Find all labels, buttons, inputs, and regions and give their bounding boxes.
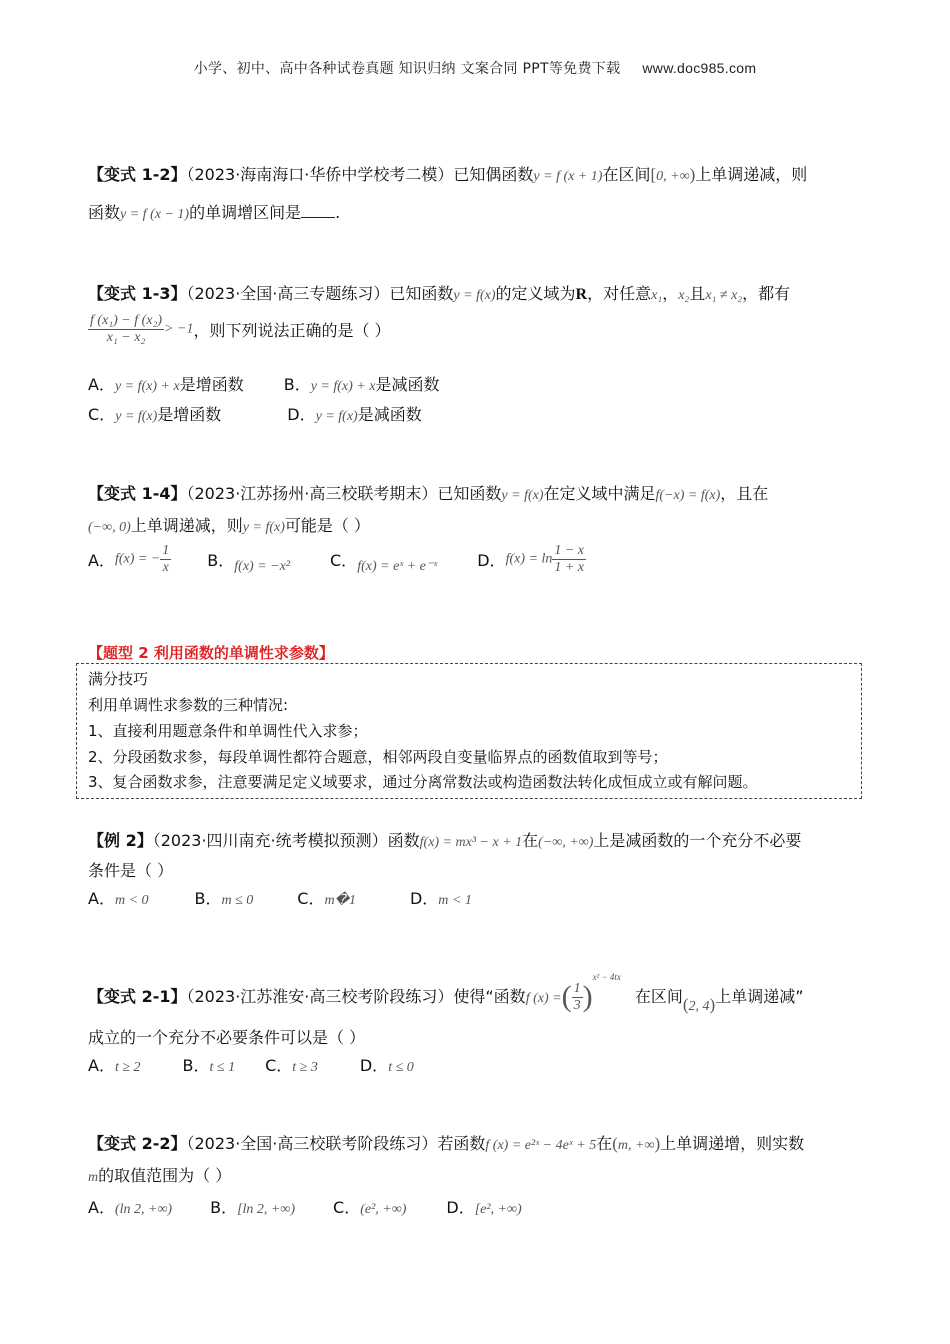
ex2-interval: (−∞, +∞) (538, 835, 594, 850)
q13-option-b-text: 是减函数 (375, 375, 440, 394)
q14-source: （2023·江苏扬州·高三校联考期末） (186, 484, 438, 503)
frac-den: 1 + x (554, 560, 584, 575)
q21-line2 (88, 1025, 365, 1048)
q22-text: 若函数 (437, 1134, 486, 1153)
q14-option-b-math: f(x) = −x² (234, 559, 290, 574)
q22-source: （2023·全国·高三校联考阶段练习） (186, 1134, 438, 1153)
option-a-label[interactable]: A． (88, 551, 115, 570)
q21-text: 使得“函数 (453, 987, 526, 1006)
q13-fraction (88, 313, 164, 346)
q14-option-d-math: f(x) = ln (505, 551, 553, 567)
option-c-label[interactable]: C． (297, 889, 325, 908)
q13-text: ，对任意 (587, 284, 652, 303)
option-d-label[interactable]: D． (446, 1198, 475, 1217)
q12-text: 已知偶函数 (453, 165, 534, 184)
option-b-label[interactable]: B． (194, 889, 222, 908)
q14-tag: 【变式 1-4】 (88, 484, 187, 503)
tips-line: 1、直接利用题意条件和单调性代入求参； (88, 722, 368, 740)
option-d-label[interactable]: D． (477, 551, 506, 570)
frac-num: 1 (162, 543, 170, 558)
q12-text: 函数 (88, 203, 121, 222)
q13-option-c-text: 是增函数 (157, 405, 222, 424)
q13-line2 (88, 313, 391, 346)
ex2-option-a: m < 0 (114, 893, 149, 908)
q12-text: . (335, 203, 341, 222)
q14-option-d-frac (552, 543, 586, 576)
option-c-label[interactable]: C． (330, 551, 358, 570)
q14-text: ，且在 (720, 484, 769, 503)
header-url[interactable]: www.doc985.com (642, 60, 757, 76)
q13-func: y = f(x) (453, 288, 496, 303)
q14-option-a-frac (160, 543, 171, 576)
q13-option-a-text: 是增函数 (179, 375, 244, 394)
q12-text: 上单调递减，则 (695, 165, 808, 184)
header-text: 小学、初中、高中各种试卷真题 知识归纳 文案合同 PPT等免费下载 (193, 61, 621, 77)
tips-line: 3、复合函数求参，注意要满足定义域要求，通过分离常数法或构造函数法转化成恒成立或有解问题。 (88, 773, 758, 791)
ex2-text: 条件是（ ） (88, 861, 174, 880)
q13-text: 已知函数 (389, 284, 454, 303)
q13-option-d-math: y = f(x) (315, 409, 358, 424)
ex2-source: （2023·四川南充·统考模拟预测） (152, 831, 388, 850)
q21-option-c: t ≥ 3 (292, 1060, 318, 1075)
q14-line1 (88, 481, 768, 504)
q21-frac (572, 981, 583, 1014)
frac-num: 1 − x (554, 543, 584, 558)
q12-tag: 【变式 1-2】 (88, 165, 187, 184)
q12-line2 (88, 200, 340, 223)
q12-func: y = f (x + 1) (533, 169, 603, 184)
q13-frac-den: x₁ − x₂ (106, 330, 146, 345)
ex2-line1 (88, 828, 801, 851)
ex2-tag: 【例 2】 (88, 831, 153, 850)
page-header (0, 58, 950, 78)
ex2-func: f(x) = mx³ − x + 1 (419, 835, 523, 850)
q13-options-row1 (88, 372, 439, 395)
q14-func: y = f(x) (501, 488, 544, 503)
q21-option-a: t ≥ 2 (114, 1060, 141, 1075)
q22-text: 在 (596, 1134, 613, 1153)
q13-option-a-math: y = f(x) + x (114, 379, 180, 394)
q13-R: R (575, 286, 588, 303)
option-a-label[interactable]: A． (88, 1198, 115, 1217)
q21-text: 成立的一个充分不必要条件可以是（ ） (88, 1028, 366, 1047)
q22-func: f (x) = e²ˣ − 4eˣ + 5 (485, 1138, 597, 1153)
q21-option-d: t ≤ 0 (388, 1060, 414, 1075)
option-a-label[interactable]: A． (88, 1056, 115, 1075)
q13-frac-num: f (x₁) − f (x₂) (90, 313, 163, 328)
q13-text: ，则下列说法正确的是（ ） (193, 321, 391, 340)
q13-option-c-math: y = f(x) (115, 409, 158, 424)
q13-rhs: > −1 (164, 321, 194, 337)
answer-blank[interactable] (301, 203, 335, 218)
option-c-label[interactable]: C． (333, 1198, 361, 1217)
option-c-label[interactable]: C． (88, 405, 116, 424)
q14-func2: y = f(x) (242, 520, 285, 535)
ex2-line2 (88, 858, 173, 881)
q22-tag: 【变式 2-2】 (88, 1134, 187, 1153)
option-a-label[interactable]: A． (88, 375, 115, 394)
option-c-label[interactable]: C． (265, 1056, 293, 1075)
q14-text: 在定义域中满足 (543, 484, 656, 503)
q22-text: 的取值范围为（ ） (98, 1166, 232, 1185)
q12-source: （2023·海南海口·华侨中学校考二模） (186, 165, 454, 184)
q22-line2 (88, 1163, 231, 1186)
q13-options-row2 (88, 402, 422, 425)
q21-options (88, 1053, 414, 1076)
option-b-label[interactable]: B． (207, 551, 235, 570)
q21-option-b: t ≤ 1 (209, 1060, 236, 1075)
option-d-label[interactable]: D． (359, 1056, 389, 1075)
q22-option-c: (e², +∞) (360, 1202, 407, 1217)
q14-text: 上单调递减，则 (130, 516, 243, 535)
tips-title: 满分技巧 (88, 670, 149, 688)
q22-m: m (88, 1170, 99, 1185)
q13-text: ，都有 (742, 284, 791, 303)
q22-options (88, 1195, 522, 1218)
q14-text: 已知函数 (437, 484, 502, 503)
q14-text: 可能是（ ） (284, 516, 370, 535)
ex2-option-b: m ≤ 0 (221, 893, 254, 908)
q22-option-b: [ln 2, +∞) (237, 1202, 296, 1217)
q21-source: （2023·江苏淮安·高三校考阶段练习） (186, 987, 454, 1006)
option-b-label[interactable]: B． (210, 1198, 238, 1217)
q14-interval: (−∞, 0) (88, 520, 131, 535)
q12-line1: 【变式 1-2】（2023·海南海口·华侨中学校考二模）已知偶函数y = f (x + 1)在区间[0, +∞)上单调递减，则 (88, 165, 808, 184)
ex2-option-c: m�1 (324, 893, 356, 908)
q14-eq: f(−x) = f(x) (655, 488, 721, 503)
q14-line2 (88, 513, 370, 536)
q22-text: 上单调递增，则实数 (660, 1134, 805, 1153)
q22-option-d: [e², +∞) (474, 1202, 522, 1217)
ex2-options (88, 886, 472, 909)
q13-neq: x₁ ≠ x₂ (705, 288, 743, 303)
tips-line: 2、分段函数求参，每段单调性都符合题意，相邻两段自变量临界点的函数值取到等号； (88, 748, 668, 766)
tips-line: 利用单调性求参数的三种情况: (88, 696, 289, 714)
option-a-label[interactable]: A． (88, 889, 115, 908)
q14-option-a-math: f(x) = − (114, 551, 161, 567)
frac-den: 3 (573, 998, 581, 1013)
q21-exponent: x² − 4tx (592, 972, 621, 982)
option-b-label[interactable]: B． (182, 1056, 210, 1075)
q21-line1: 【变式 2-1】（2023·江苏淮安·高三校考阶段练习）使得“函数f (x) =( $\frac{1}{3}$ )$^{x^2 - 4tx}$在区间(2, 4)上单调递减” (88, 972, 804, 1014)
q12-text: 的单调增区间是 (189, 203, 302, 222)
ex2-text: 在 (522, 831, 539, 850)
option-d-label[interactable]: D． (287, 405, 316, 424)
q22-line1: 【变式 2-2】（2023·全国·高三校联考阶段练习）若函数f (x) = e²ˣ − 4eˣ + 5在(m, +∞)上单调递增，则实数 (88, 1134, 805, 1153)
frac-den: x (162, 560, 169, 575)
q21-text: 在区间 (634, 987, 683, 1006)
q21-interval: 2, 4 (688, 999, 710, 1014)
q21-text: 上单调递减” (715, 987, 804, 1006)
tips-box (76, 663, 862, 799)
q12-interval: 0, +∞ (656, 169, 690, 184)
ex2-text: 函数 (387, 831, 420, 850)
q22-option-a: (ln 2, +∞) (114, 1202, 173, 1217)
q13-option-b-math: y = f(x) + x (310, 379, 376, 394)
q13-tag: 【变式 1-3】 (88, 284, 187, 303)
q14-options (88, 543, 586, 576)
q22-interval: m, +∞ (617, 1138, 655, 1153)
ex2-text: 上是减函数的一个充分不必要 (593, 831, 802, 850)
q13-text: 的定义域为 (495, 284, 576, 303)
q13-x2: x₂ (678, 288, 690, 303)
q13-text: 且 (689, 284, 706, 303)
q13-source: （2023·全国·高三专题练习） (186, 284, 390, 303)
q13-x1: x₁ (651, 288, 663, 303)
option-d-label[interactable]: D． (409, 889, 439, 908)
frac-num: 1 (573, 981, 581, 996)
ex2-option-d: m < 1 (438, 893, 472, 908)
q21-tag: 【变式 2-1】 (88, 987, 187, 1006)
option-b-label[interactable]: B． (283, 375, 311, 394)
q12-func2: y = f (x − 1) (120, 207, 190, 222)
q13-text: ， (662, 284, 679, 303)
q13-option-d-text: 是减函数 (357, 405, 422, 424)
q14-option-c-math: f(x) = eˣ + e⁻ˣ (357, 559, 438, 574)
q21-func: f (x) = (525, 991, 562, 1006)
q12-text: 在区间 (602, 165, 651, 184)
q13-line1 (88, 281, 790, 304)
section-title: 【题型 2 利用函数的单调性求参数】 (88, 644, 334, 662)
